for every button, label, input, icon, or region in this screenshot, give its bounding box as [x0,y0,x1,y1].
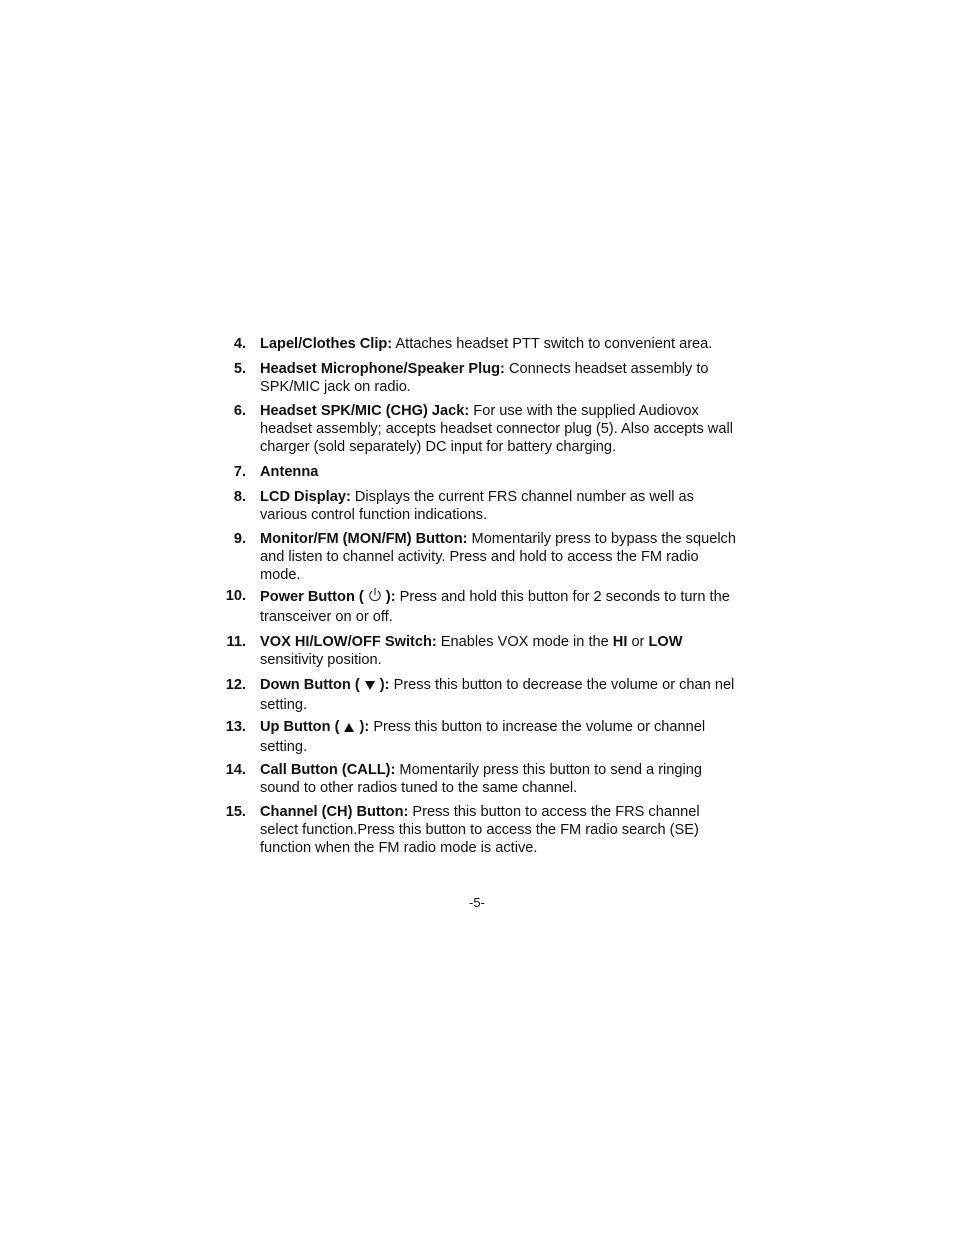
item-text: Press this button to increase the volume or channel setting. [260,719,706,755]
list-item [212,676,737,714]
item-number: 6. [233,403,246,419]
item-number: 8. [233,489,246,505]
item-text: Press this button to access the FRS channel select function.Press this button to access the FM radio search (SE) function when the FM radio mode is active. [260,804,700,856]
item-label: LCD Display: [260,489,351,505]
low-label: LOW [648,634,683,650]
item-number: 10. [225,588,246,604]
item-label: Antenna [260,464,319,480]
item-text: Connects headset assembly to SPK/MIC jack on radio. [260,361,709,395]
item-label: Power Button ( [260,589,368,605]
item-label: Call Button (CALL): [260,762,396,778]
item-text: Press this button to decrease the volume or chan nel setting. [260,677,735,713]
item-label-end: ): [355,719,370,735]
list-item [212,761,737,797]
item-number: 11. [226,634,246,650]
item-text: sensitivity position. [260,652,382,668]
list-item [212,463,737,481]
list-item [212,488,737,524]
list-item [212,633,737,669]
list-item [212,803,737,857]
list-item [212,360,737,396]
item-label: Headset Microphone/Speaker Plug: [260,361,505,377]
item-label: Headset SPK/MIC (CHG) Jack: [260,403,470,419]
item-number: 13. [225,719,246,735]
power-icon [368,587,382,608]
item-text: or [627,634,649,650]
item-label: Monitor/FM (MON/FM) Button: [260,531,468,547]
item-number: 15. [225,804,246,820]
list-item [212,587,737,626]
list-item [212,402,737,456]
item-number: 9. [233,531,246,547]
item-label: Lapel/Clothes Clip: [260,336,393,352]
item-label: VOX HI/LOW/OFF Switch: [260,634,437,650]
item-text: Attaches headset PTT switch to convenient area. [392,336,713,352]
down-triangle-icon [364,678,376,696]
up-triangle-icon [343,720,355,738]
item-text: Displays the current FRS channel number as well as various control function indications. [260,489,694,523]
item-text: For use with the supplied Audiovox headset assembly; accepts headset connector plug (5). Also accepts wall charger (sold separately) DC input for battery charging. [260,403,733,455]
item-number: 4. [233,336,246,352]
item-number: 7. [233,464,246,480]
list-item [212,718,737,756]
item-label-end: ): [375,677,390,693]
item-number: 5. [233,361,246,377]
item-text: Momentarily press this button to send a ringing sound to other radios tuned to the same channel. [260,762,703,796]
list-item [212,335,737,353]
hi-label: HI [612,634,628,650]
page-number: -5- [469,895,485,910]
item-label: Up Button ( [260,719,344,735]
item-label-end: ): [381,589,396,605]
item-text: Momentarily press to bypass the squelch and listen to channel activity. Press and hold to access the FM radio mode. [260,531,736,583]
item-number: 14. [225,762,246,778]
item-text: Enables VOX mode in the [436,634,613,650]
item-label: Channel (CH) Button: [260,804,409,820]
list-item [212,530,737,584]
item-text: Press and hold this button for 2 seconds to turn the transceiver on or off. [260,589,730,625]
item-label: Down Button ( [260,677,364,693]
item-number: 12. [225,677,246,693]
